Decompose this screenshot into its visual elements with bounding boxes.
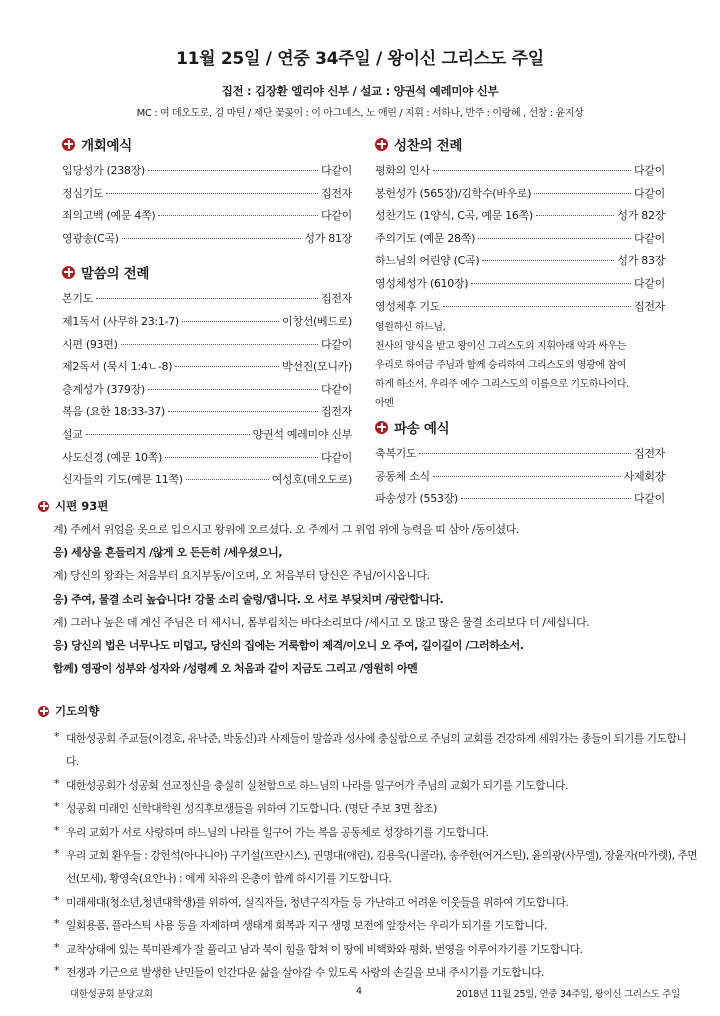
dot-leader (122, 238, 302, 239)
order-row (62, 313, 352, 336)
order-row (375, 275, 665, 298)
order-label: 층계성가 (379장) (62, 382, 145, 396)
order-label: 영성체성가 (610장) (375, 276, 469, 290)
section-dismissal (375, 415, 665, 439)
dot-leader (168, 411, 318, 412)
section-title: 기도의향 (55, 704, 100, 718)
cross-icon (375, 421, 388, 434)
intentions-heading (38, 702, 698, 720)
order-value: 다같이 (634, 164, 665, 177)
footer-church: 대한성공회 분당교회 (70, 989, 153, 1000)
cross-icon (62, 138, 75, 151)
psalm-line: 계) 당신의 왕좌는 처음부터 요지부동/이오며, 오 처음부터 당신은 주님/이시옵니다. (53, 569, 430, 583)
dot-leader (482, 260, 614, 261)
right-column (375, 132, 665, 513)
order-label: 평화의 인사 (375, 164, 430, 177)
dot-leader (106, 193, 318, 194)
order-value: 다같이 (634, 276, 665, 290)
order-row (62, 426, 352, 449)
order-value: 성가 81장 (304, 231, 352, 245)
prayer-line: 천사의 양식을 받고 왕이신 그리스도의 지휘아래 악과 싸우는 (375, 341, 626, 353)
order-row (62, 471, 352, 494)
order-row (62, 185, 352, 208)
order-value: 여성호(데오도로) (271, 473, 352, 487)
psalm-lines (38, 521, 698, 683)
dot-leader (158, 215, 318, 216)
section-title: 시편 93편 (55, 499, 109, 513)
intention-item: * 대한성공회 주교들(이경호, 유낙준, 박동신)과 사제들이 말씀과 성사에 충실함으로 주님의 교회를 건강하게 세워가는 종들이 되기를 기도합니다. (52, 727, 698, 774)
intention-item: * 전쟁과 기근으로 발생한 난민들이 인간다운 삶을 살아갈 수 있도록 사랑의 손길을 보내 주시기를 기도합니다. (52, 961, 698, 984)
order-label: 시편 (93편) (62, 337, 118, 351)
order-label: 죄의고백 (예문 4쪽) (62, 209, 156, 223)
psalm-heading (38, 497, 698, 515)
dot-leader (433, 476, 621, 477)
section-title: 개회예식 (81, 138, 132, 154)
intention-item: * 미래세대(청소년,청년대학생)를 위하여, 실직자들, 청년구직자들 등 가난하고 어려운 이웃들을 위하여 기도합니다. (52, 891, 698, 914)
order-value: 다같이 (634, 231, 665, 245)
dot-leader (182, 321, 279, 322)
prayer-line: 아멘 (375, 398, 394, 410)
dot-leader (478, 238, 631, 239)
page-title: 11월 25일 / 연중 34주일 / 왕이신 그리스도 주일 (176, 49, 544, 69)
order-value: 집전자 (634, 299, 665, 313)
order-row (62, 381, 352, 404)
intention-item: * 우리 교회가 서로 사랑하며 하느님의 나라를 일구어 가는 복음 공동체로 성장하기를 기도합니다. (52, 821, 698, 844)
order-row (62, 290, 352, 313)
order-value: 다같이 (321, 382, 352, 396)
officiants-line: 집전 : 김장환 엘리야 신부 / 설교 : 양권석 예레미야 신부 (221, 84, 499, 98)
order-label: 축복기도 (375, 447, 417, 461)
order-row (62, 207, 352, 230)
order-value: 집전자 (321, 292, 352, 306)
order-row (62, 230, 352, 253)
section-eucharist (375, 132, 665, 156)
cross-icon (62, 266, 75, 279)
prayer-line: 우리로 하여금 주님과 함께 승리하여 그리스도의 영광에 참여 (375, 360, 626, 372)
order-value: 집전자 (321, 405, 352, 419)
order-label: 제2독서 (묵시 1:4ㄴ-8) (62, 360, 173, 374)
psalm-section (38, 497, 698, 683)
order-row (375, 230, 665, 253)
order-row (375, 468, 665, 491)
intentions-section (38, 702, 698, 984)
order-value: 사제회장 (623, 469, 665, 483)
order-value: 집전자 (634, 447, 665, 461)
dot-leader (86, 434, 250, 435)
order-label: 성찬기도 (1양식, C곡, 예문 16쪽) (375, 209, 533, 223)
order-label: 봉헌성가 (565장)/김학수(바우로) (375, 186, 532, 200)
dot-leader (175, 366, 279, 367)
order-label: 정심기도 (62, 186, 104, 200)
order-row (62, 358, 352, 381)
intention-item: * 우리 교회 환우들 : 강헌석(아나니아) 구기설(프란시스), 권명대(애린), 김용욱(니콜라), 송주한(어거스틴), 윤의광(사무엘), 장윤자(마가렛), 주면선(모세), 황영숙(요안나) : 에게 치유의 은총이 함께 하시기를 기도합니다. (52, 844, 698, 891)
order-value: 이창선(베드로) (282, 314, 352, 328)
psalm-line: 계) 그러나 높은 데 계신 주님은 더 세시니, 몸부림치는 바다소리보다 /세시고 오 많고 많은 물결 소리보다 더 /세십니다. (53, 615, 590, 629)
order-row (62, 162, 352, 185)
dot-leader (121, 344, 318, 345)
order-label: 입당성가 (238장) (62, 164, 145, 177)
post-communion-prayer (375, 318, 665, 413)
section-title: 성찬의 전례 (394, 138, 463, 154)
order-label: 복음 (요한 18:33-37) (62, 405, 165, 419)
dot-leader (186, 479, 269, 480)
dot-leader (433, 170, 631, 171)
dot-leader (165, 457, 318, 458)
intention-item: * 교착상태에 있는 북미관계가 잘 풀리고 남과 북이 힘을 합쳐 이 땅에 비핵화와 평화, 번영을 이루어가기를 기도합니다. (52, 938, 698, 961)
order-row (375, 252, 665, 275)
dot-leader (148, 170, 318, 171)
prayer-line: 하게 하소서. 우리주 예수 그리스도의 이름으로 기도하나이다. (375, 379, 629, 391)
roles-line: MC : 여 데오도로, 김 마틴 / 제단 꽃꽂이 : 이 아그네스, 노 애린 / 지휘 : 서하나, 반주 : 이랑혜 , 선창 : 윤지상 (136, 108, 584, 119)
dot-leader (96, 298, 318, 299)
order-row (375, 162, 665, 185)
section-title: 파송 예식 (394, 421, 450, 438)
order-value: 다같이 (321, 164, 352, 177)
section-title: 말씀의 전례 (81, 266, 150, 283)
left-column (62, 132, 352, 494)
psalm-line: 함께) 영광이 성부와 성자와 /성령께 오 처음과 같이 지금도 그리고 /영원히 아멘 (53, 662, 418, 676)
dot-leader (471, 283, 631, 284)
order-value: 집전자 (321, 186, 352, 200)
order-row (62, 403, 352, 426)
order-label: 공동체 소식 (375, 469, 430, 483)
intentions-list (38, 727, 698, 984)
order-value: 다같이 (634, 492, 665, 506)
order-row (62, 449, 352, 472)
word-list (62, 290, 352, 493)
order-label: 설교 (62, 427, 83, 441)
order-value: 성가 82장 (617, 209, 665, 223)
order-value: 성가 83장 (617, 254, 665, 268)
order-value: 다같이 (321, 209, 352, 223)
dot-leader (148, 389, 318, 390)
dot-leader (419, 453, 631, 454)
order-label: 본기도 (62, 292, 93, 306)
order-label: 영광송(C곡) (62, 231, 119, 245)
order-row (375, 445, 665, 468)
intention-item: * 성공회 미래인 신학대학원 성직후보생들을 위하여 기도합니다. (명단 주보 3면 참조) (52, 797, 698, 820)
cross-icon (38, 501, 49, 512)
order-row (375, 185, 665, 208)
order-row (375, 298, 665, 321)
psalm-line: 응) 주여, 물결 소리 높습니다! 강물 소리 술렁/댑니다. 오 서로 부딪치며 /광란합니다. (53, 592, 444, 606)
opening-list (62, 162, 352, 252)
section-word (62, 260, 352, 284)
order-label: 신자들의 기도(예문 11쪽) (62, 473, 183, 487)
footer-page-number: 4 (356, 986, 362, 997)
order-value: 양권석 예레미야 신부 (252, 427, 352, 441)
order-value: 다같이 (321, 337, 352, 351)
order-label: 하느님의 어린양 (C곡) (375, 254, 480, 268)
order-label: 파송성가 (553장) (375, 492, 458, 506)
psalm-line: 응) 세상을 흔들리지 /않게 오 든든히 /세우셨으니, (53, 546, 283, 560)
footer-date: 2018년 11월 25일, 연중 34주일, 왕이신 그리스도 주일 (456, 989, 680, 1000)
order-label: 사도신경 (예문 10쪽) (62, 450, 163, 464)
order-label: 제1독서 (사무하 23:1-7) (62, 314, 179, 328)
psalm-line: 응) 당신의 법은 너무나도 미덥고, 당신의 집에는 거룩함이 제격/이오니 오 주여, 길이길이 /그러하소서. (53, 638, 524, 652)
dot-leader (534, 193, 631, 194)
intention-item: * 일회용품, 플라스틱 사용 등을 자제하며 생태계 회복과 지구 생명 보전에 앞장서는 우리가 되기를 기도합니다. (52, 914, 698, 937)
prayer-line: 영원하신 하느님, (375, 322, 446, 334)
psalm-line: 계) 주께서 위엄을 옷으로 입으시고 왕위에 오르셨다. 오 주께서 그 위엄 위에 능력을 띠 삼아 /동이셨다. (53, 523, 519, 536)
section-opening (62, 132, 352, 156)
dot-leader (443, 306, 631, 307)
order-value: 다같이 (321, 450, 352, 464)
order-row (375, 207, 665, 230)
order-label: 영성체후 기도 (375, 299, 441, 313)
order-label: 주의기도 (예문 28쪽) (375, 231, 476, 245)
cross-icon (375, 138, 388, 151)
order-value: 다같이 (634, 186, 665, 200)
order-row (62, 336, 352, 359)
eucharist-list (375, 162, 665, 320)
cross-icon (38, 706, 49, 717)
order-value: 박선진(모니카) (282, 360, 352, 374)
dot-leader (536, 215, 615, 216)
intention-item: * 대한성공회가 성공회 선교정신을 충실히 실천함으로 하느님의 나라를 일구어가 주님의 교회가 되기를 기도합니다. (52, 774, 698, 797)
